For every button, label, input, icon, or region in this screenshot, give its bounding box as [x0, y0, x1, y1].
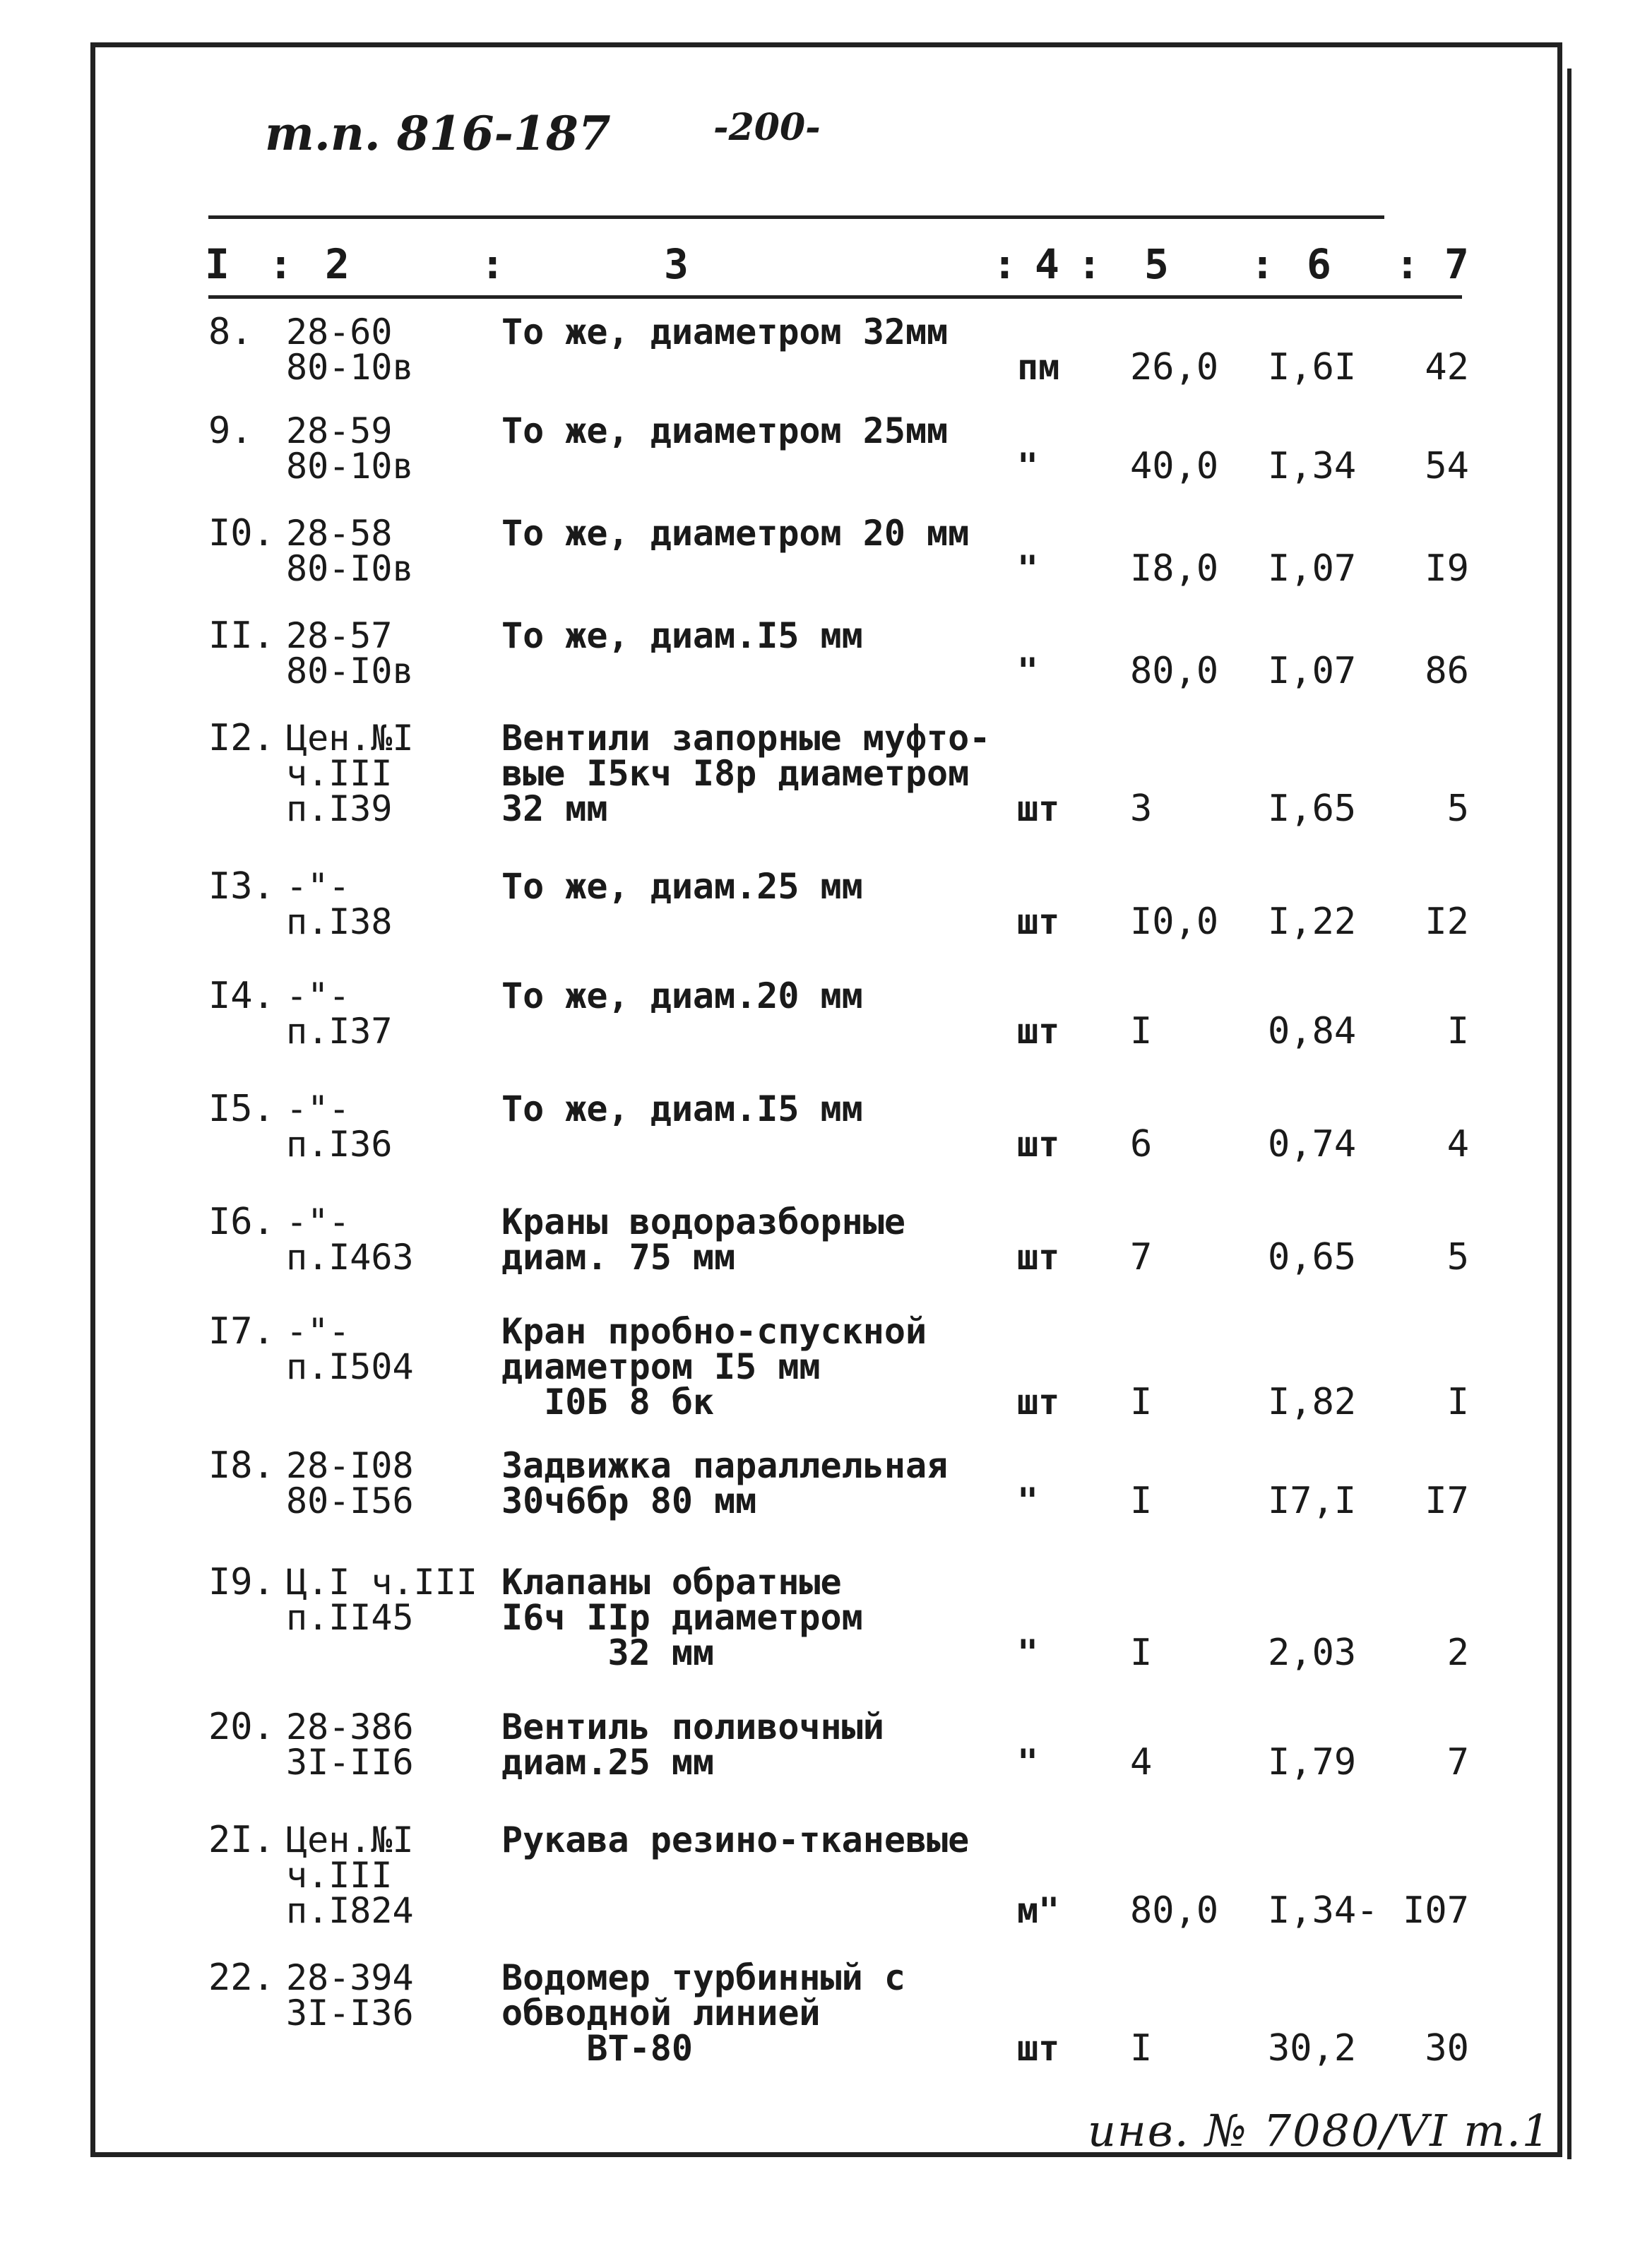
row-number: 2I.	[208, 1819, 275, 1861]
header-sep: :	[1077, 240, 1102, 288]
item-description: Кран пробно-спускной	[501, 1311, 927, 1352]
row-number: I4.	[208, 975, 275, 1017]
quantity: I	[1130, 1480, 1153, 1522]
quantity: 40,0	[1130, 445, 1219, 487]
item-description: То же, диам.25 мм	[501, 866, 863, 907]
total-amount: 2	[1446, 1632, 1469, 1674]
norm-code: 3I-II6	[286, 1742, 414, 1783]
norm-code: 28-I08	[286, 1445, 414, 1486]
norm-code: 28-58	[286, 513, 393, 554]
item-description: обводной линией	[501, 1993, 821, 2034]
total-amount: 30	[1425, 2027, 1469, 2070]
norm-code: 80-I0в	[286, 548, 414, 589]
norm-code: 28-386	[286, 1706, 414, 1747]
item-description: То же, диам.20 мм	[501, 975, 863, 1016]
norm-code: п.I37	[286, 1011, 393, 1052]
total-amount: I	[1446, 1010, 1469, 1052]
row-number: 20.	[208, 1706, 275, 1748]
item-description: Вентили запорные муфто-	[501, 718, 991, 759]
header-col-6: 6	[1307, 240, 1331, 288]
header-col-1: I	[205, 240, 230, 288]
norm-code: п.I36	[286, 1124, 393, 1165]
unit-rate: 30,2	[1268, 2027, 1357, 2070]
header-col-7: 7	[1444, 240, 1469, 288]
unit-of-measure: шт	[1017, 788, 1060, 829]
norm-code: ч.III	[286, 753, 393, 794]
quantity: I8,0	[1130, 547, 1219, 590]
unit-rate: I7,I	[1268, 1480, 1357, 1522]
header-col-3: 3	[664, 240, 689, 288]
unit-of-measure: шт	[1017, 1011, 1060, 1052]
unit-of-measure: шт	[1017, 1124, 1060, 1165]
total-amount: 5	[1446, 788, 1469, 830]
item-description: ВТ-80	[501, 2028, 693, 2069]
header-sep: :	[268, 240, 293, 288]
norm-code: 80-10в	[286, 347, 414, 388]
unit-of-measure: "	[1017, 1742, 1039, 1783]
norm-code: п.I824	[286, 1890, 414, 1931]
unit-of-measure: м"	[1017, 1890, 1060, 1931]
unit-rate: 2,03	[1268, 1632, 1357, 1674]
quantity: 7	[1130, 1236, 1153, 1278]
item-description: диам. 75 мм	[501, 1237, 736, 1278]
quantity: 6	[1130, 1123, 1153, 1165]
row-number: II.	[208, 615, 275, 657]
norm-code: 80-I0в	[286, 651, 414, 691]
unit-of-measure: "	[1017, 1480, 1039, 1521]
unit-rate: 0,74	[1268, 1123, 1357, 1165]
item-description: 30ч6бр 80 мм	[501, 1480, 757, 1521]
unit-of-measure: "	[1017, 548, 1039, 589]
unit-of-measure: шт	[1017, 901, 1060, 942]
item-description: То же, диаметром 25мм	[501, 410, 949, 451]
total-amount: 54	[1425, 445, 1469, 487]
item-description: Клапаны обратные	[501, 1562, 842, 1603]
quantity: I	[1130, 1010, 1153, 1052]
norm-code: -"-	[286, 1088, 350, 1129]
header-col-5: 5	[1144, 240, 1169, 288]
unit-rate: I,65	[1268, 788, 1357, 830]
item-description: Вентиль поливочный	[501, 1706, 884, 1747]
header-top-rule	[208, 215, 1384, 219]
header-bottom-rule	[208, 295, 1462, 299]
unit-of-measure: шт	[1017, 1382, 1060, 1423]
unit-rate: I,34	[1268, 445, 1357, 487]
inventory-note: инв. № 7080/VI т.1	[1088, 2105, 1552, 2156]
total-amount: I7	[1425, 1480, 1469, 1522]
norm-code: п.I39	[286, 788, 393, 829]
quantity: 26,0	[1130, 346, 1219, 388]
unit-rate: 0,65	[1268, 1236, 1357, 1278]
quantity: 80,0	[1130, 650, 1219, 692]
norm-code: п.II45	[286, 1597, 414, 1638]
quantity: I	[1130, 1632, 1153, 1674]
norm-code: 3I-I36	[286, 1993, 414, 2034]
item-description: 32 мм	[501, 788, 608, 829]
row-number: I3.	[208, 865, 275, 908]
document-reference: т.п. 816-187	[265, 106, 611, 161]
row-number: 22.	[208, 1957, 275, 1999]
item-description: То же, диаметром 32мм	[501, 311, 949, 352]
item-description: диаметром I5 мм	[501, 1346, 821, 1387]
norm-code: Ц.I ч.III	[286, 1562, 477, 1603]
unit-of-measure: шт	[1017, 2028, 1060, 2069]
item-description: То же, диам.I5 мм	[501, 615, 863, 656]
item-description: I0Б 8 бк	[501, 1382, 715, 1423]
norm-code: п.I504	[286, 1346, 414, 1387]
page-number: -200-	[713, 106, 821, 149]
norm-code: -"-	[286, 1311, 350, 1352]
unit-rate: I,79	[1268, 1741, 1357, 1783]
quantity: 80,0	[1130, 1889, 1219, 1932]
norm-code: п.I38	[286, 901, 393, 942]
row-number: I6.	[208, 1201, 275, 1243]
header-col-2: 2	[325, 240, 350, 288]
row-number: I8.	[208, 1444, 275, 1487]
item-description: диам.25 мм	[501, 1742, 715, 1783]
total-amount: I	[1446, 1381, 1469, 1423]
unit-rate: 0,84	[1268, 1010, 1357, 1052]
norm-code: 28-394	[286, 1957, 414, 1998]
unit-of-measure: "	[1017, 1632, 1039, 1673]
row-number: I7.	[208, 1310, 275, 1353]
row-number: I5.	[208, 1088, 275, 1130]
norm-code: 28-60	[286, 311, 393, 352]
total-amount: 86	[1425, 650, 1469, 692]
quantity: I	[1130, 1381, 1153, 1423]
item-description: 32 мм	[501, 1632, 715, 1673]
total-amount: I2	[1425, 901, 1469, 943]
quantity: I0,0	[1130, 901, 1219, 943]
row-number: I0.	[208, 512, 275, 554]
row-number: I9.	[208, 1561, 275, 1603]
unit-of-measure: пм	[1017, 347, 1060, 388]
total-amount: I07	[1403, 1889, 1469, 1932]
norm-code: п.I463	[286, 1237, 414, 1278]
norm-code: 80-10в	[286, 446, 414, 487]
quantity: I	[1130, 2027, 1153, 2070]
unit-of-measure: "	[1017, 446, 1039, 487]
unit-rate: I,6I	[1268, 346, 1357, 388]
header-col-4: 4	[1035, 240, 1059, 288]
norm-code: 28-57	[286, 615, 393, 656]
norm-code: Цен.№I	[286, 718, 414, 759]
quantity: 3	[1130, 788, 1153, 830]
total-amount: 42	[1425, 346, 1469, 388]
total-amount: I9	[1425, 547, 1469, 590]
unit-rate: I,22	[1268, 901, 1357, 943]
total-amount: 7	[1446, 1741, 1469, 1783]
norm-code: -"-	[286, 866, 350, 907]
quantity: 4	[1130, 1741, 1153, 1783]
item-description: вые I5кч I8р диаметром	[501, 753, 970, 794]
item-description: То же, диаметром 20 мм	[501, 513, 970, 554]
item-description: Задвижка параллельная	[501, 1445, 949, 1486]
norm-code: -"-	[286, 1201, 350, 1242]
norm-code: 80-I56	[286, 1480, 414, 1521]
unit-rate: I,07	[1268, 547, 1357, 590]
header-sep: :	[480, 240, 505, 288]
item-description: То же, диам.I5 мм	[501, 1088, 863, 1129]
item-description: Водомер турбинный с	[501, 1957, 905, 1998]
unit-rate: I,07	[1268, 650, 1357, 692]
header-sep: :	[992, 240, 1017, 288]
item-description: I6ч IIр диаметром	[501, 1597, 863, 1638]
unit-rate: I,82	[1268, 1381, 1357, 1423]
unit-of-measure: шт	[1017, 1237, 1060, 1278]
unit-rate: I,34-	[1268, 1889, 1379, 1932]
norm-code: 28-59	[286, 410, 393, 451]
norm-code: Цен.№I	[286, 1819, 414, 1860]
item-description: Рукава резино-тканевые	[501, 1819, 970, 1860]
norm-code: -"-	[286, 975, 350, 1016]
total-amount: 5	[1446, 1236, 1469, 1278]
row-number: I2.	[208, 717, 275, 759]
row-number: 8.	[208, 311, 253, 353]
header-sep: :	[1250, 240, 1275, 288]
row-number: 9.	[208, 410, 253, 452]
norm-code: ч.III	[286, 1855, 393, 1896]
item-description: Краны водоразборные	[501, 1201, 905, 1242]
total-amount: 4	[1446, 1123, 1469, 1165]
unit-of-measure: "	[1017, 651, 1039, 691]
header-sep: :	[1395, 240, 1420, 288]
